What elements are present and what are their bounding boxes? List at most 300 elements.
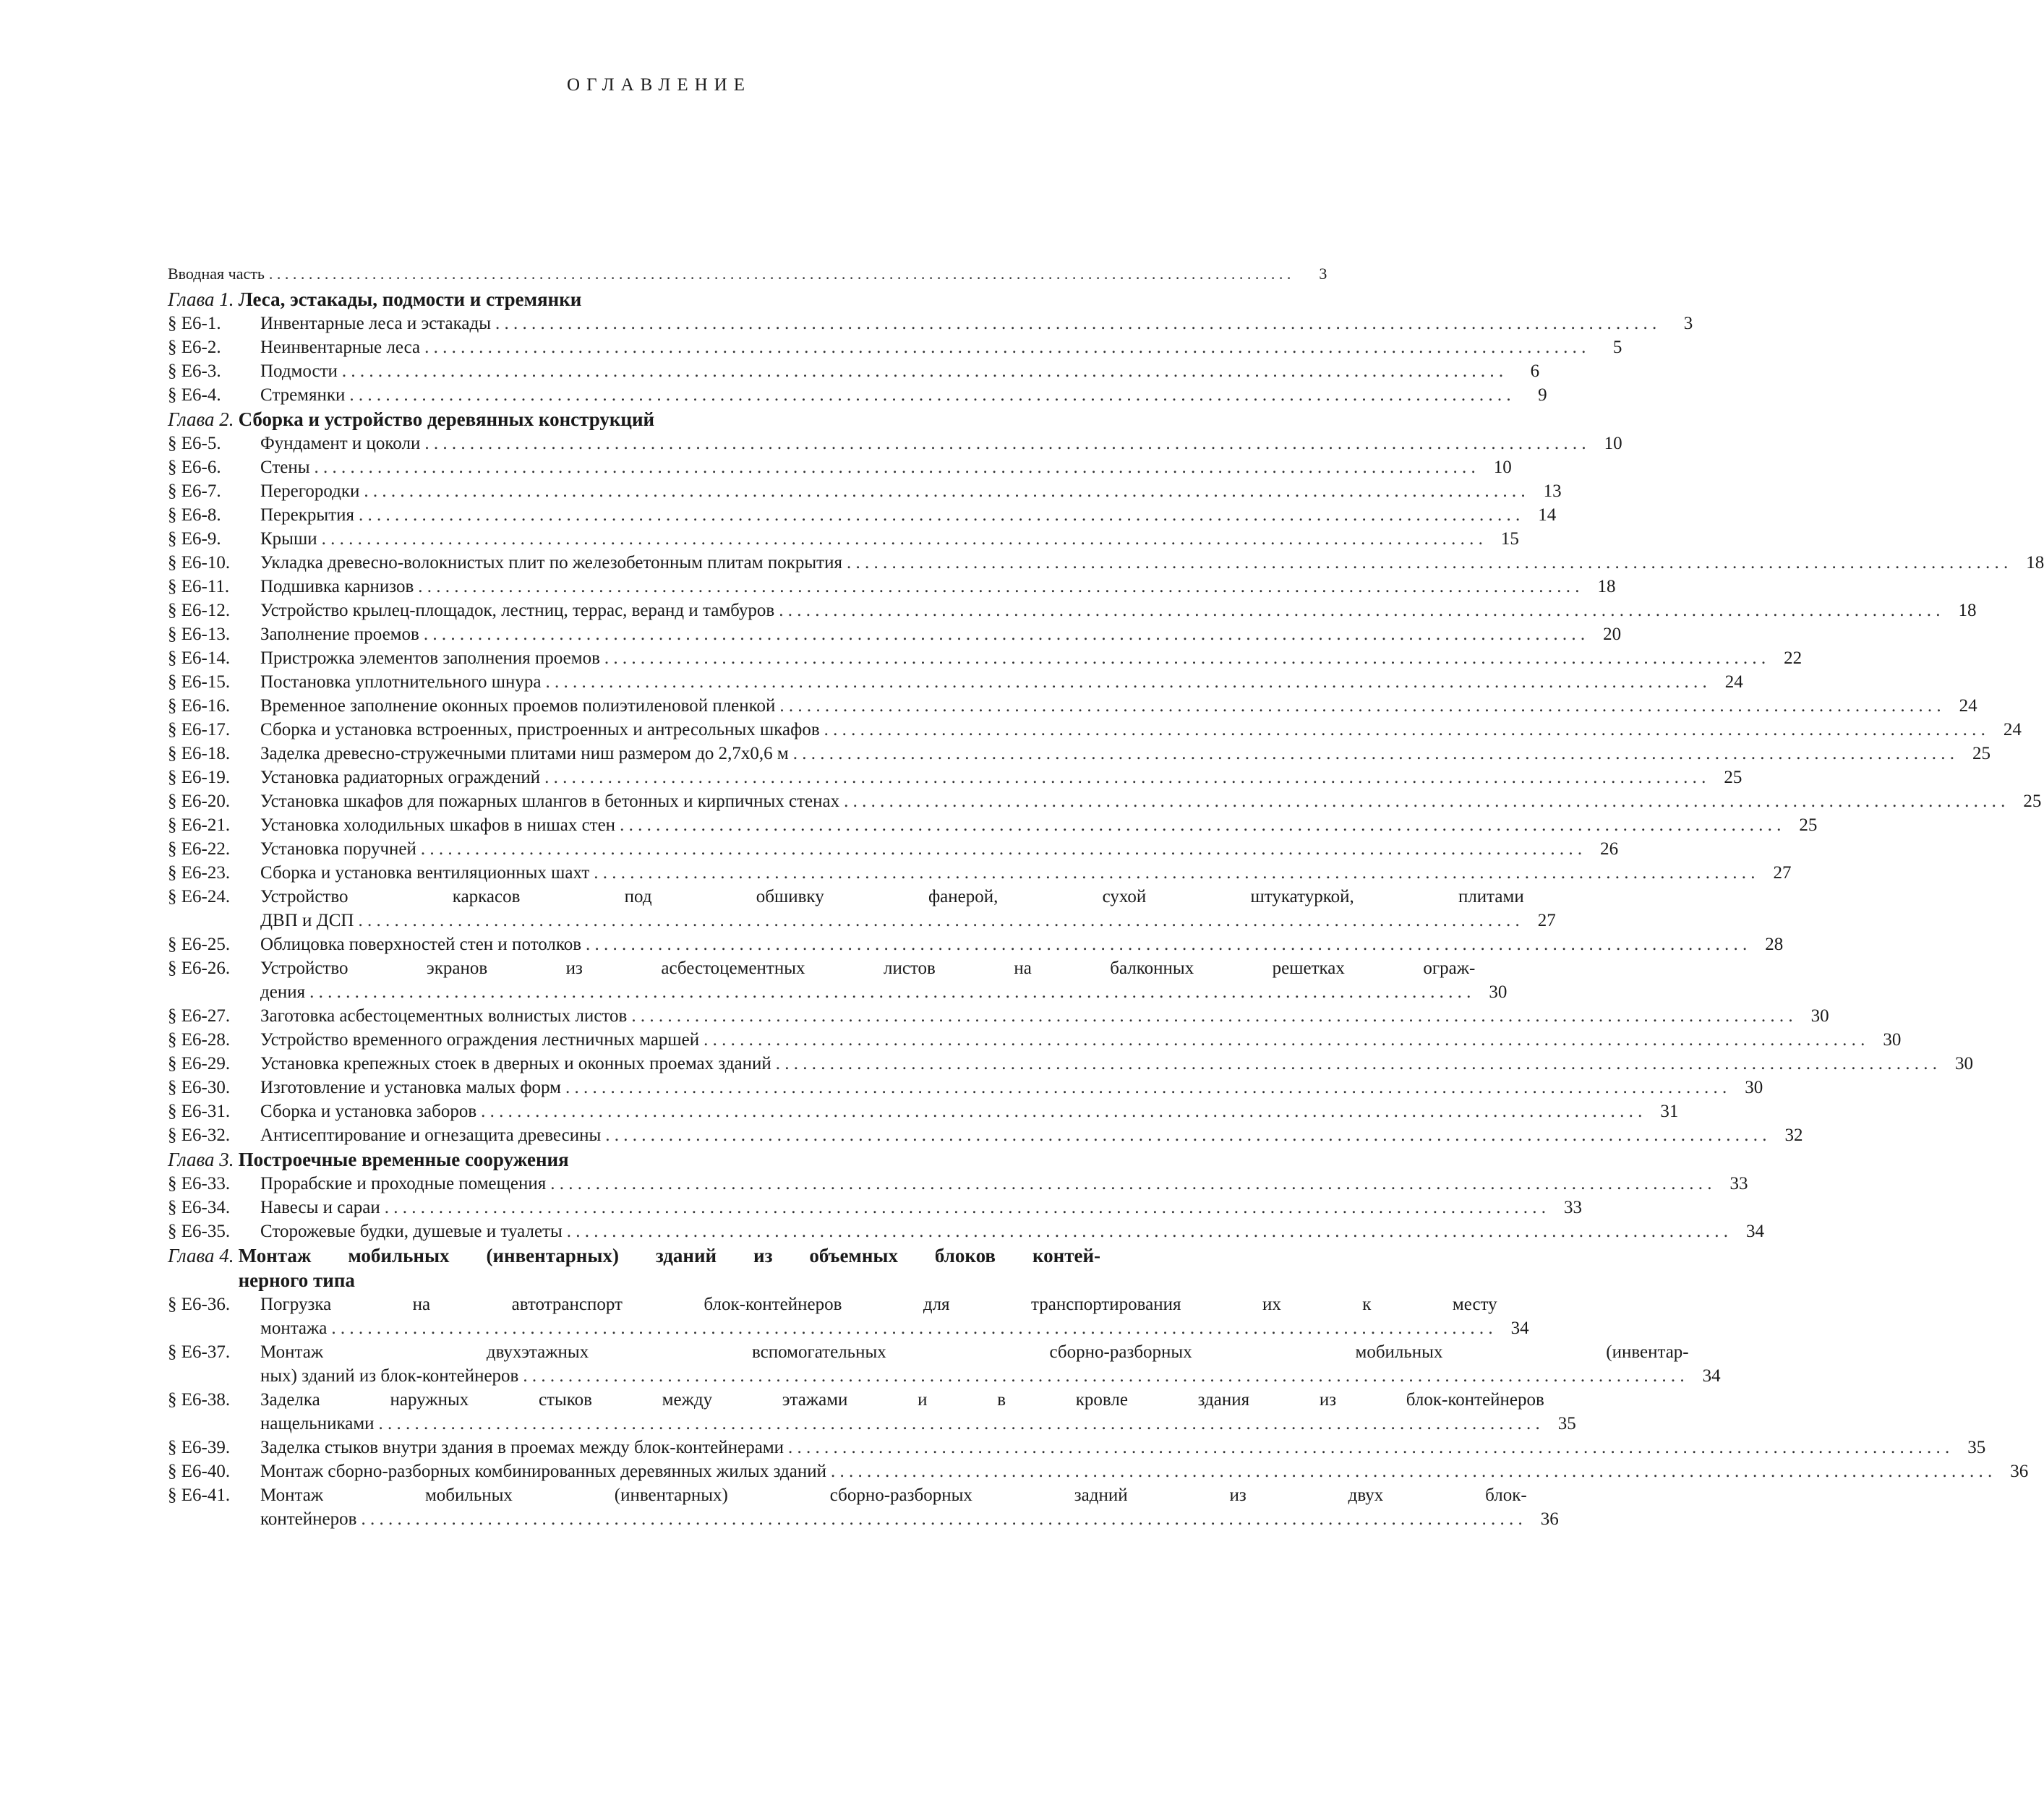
chapter-heading	[168, 287, 1100, 312]
toc-entry-line	[260, 837, 1618, 861]
page-number: 25	[1799, 815, 1818, 835]
chapter-title-line: Леса, эстакады, подмости и стремянки	[238, 288, 582, 310]
toc-entry-text: Изготовление и установка малых форм	[260, 1078, 561, 1097]
toc-entry	[168, 527, 1519, 551]
toc-entry-body	[260, 527, 1519, 551]
dot-leader	[620, 813, 1781, 837]
toc-entry-line	[260, 1388, 1576, 1412]
dot-leader	[604, 646, 1766, 670]
toc-entry	[168, 837, 1619, 861]
toc-entry-body	[260, 432, 1622, 455]
page-number: 34	[1702, 1366, 1721, 1386]
toc-entry-line	[260, 909, 1556, 932]
toc-entry	[168, 885, 1556, 932]
toc-entry-continuation: ных) зданий из блок-контейнеров	[260, 1366, 519, 1386]
toc-entry	[168, 312, 1693, 335]
toc-entry-text: Крыши	[260, 529, 317, 549]
dot-leader	[418, 575, 1579, 599]
toc-entry-text: Устройство каркасов под обшивку фанерой, сухой штукатуркой, плитами	[260, 887, 1524, 906]
section-code: § Е6-34.	[168, 1198, 231, 1217]
toc-entry-line	[260, 1219, 1764, 1243]
section-code: § Е6-17.	[168, 720, 231, 739]
section-code: § Е6-38.	[168, 1390, 231, 1410]
toc-entry-text: Сборка и установка встроенных, пристроенных и антресольных шкафов	[260, 720, 820, 739]
toc-entry	[168, 1052, 1973, 1076]
toc-entry	[168, 742, 1990, 766]
toc-entry-text: Неинвентарные леса	[260, 338, 421, 357]
dot-leader	[424, 622, 1585, 646]
dot-leader	[424, 335, 1586, 359]
page-number: 34	[1746, 1222, 1765, 1241]
toc-entry-text: Временное заполнение оконных проемов полиэтиленовой пленкой	[260, 696, 776, 716]
dot-leader	[349, 383, 1510, 407]
section-code: § Е6-14.	[168, 648, 231, 668]
dot-leader	[331, 1316, 1492, 1340]
toc-entry-line	[260, 1196, 1582, 1219]
toc-entry-continuation: монтажа	[260, 1319, 328, 1338]
page-number: 30	[1745, 1078, 1763, 1097]
toc-entry-line	[260, 1292, 1529, 1316]
toc-entry	[168, 551, 2044, 575]
toc-entry-body	[260, 956, 1507, 1004]
toc-entry-body	[260, 503, 1556, 527]
page-number: 14	[1538, 505, 1557, 525]
page-number: 24	[2003, 720, 2022, 739]
toc-entry-text: Прорабские и проходные помещения	[260, 1174, 547, 1193]
chapter-label: Глава 4.	[168, 1245, 234, 1266]
section-code: § Е6-21.	[168, 815, 231, 835]
chapter-title	[239, 407, 655, 432]
toc-entry	[168, 813, 1818, 837]
toc-entry-text: Пристрожка элементов заполнения проемов	[260, 648, 600, 668]
toc-entry-text: Заготовка асбестоцементных волнистых листов	[260, 1006, 628, 1026]
toc-entry-body	[260, 1004, 1829, 1028]
toc-entry-body	[260, 1340, 1721, 1388]
chapter-label: Глава 1.	[168, 288, 234, 310]
dot-leader	[586, 932, 1747, 956]
page-number: 30	[1955, 1054, 1973, 1073]
section-code: § Е6-6.	[168, 458, 221, 477]
dot-leader	[358, 909, 1519, 932]
toc-entry-line	[260, 1316, 1529, 1340]
page-number: 25	[2023, 792, 2042, 811]
toc-entry-line	[260, 1028, 1901, 1052]
toc-entry-text: Сборка и установка заборов	[260, 1102, 477, 1121]
toc-entry-line	[260, 1483, 1559, 1507]
dot-leader	[322, 527, 1483, 551]
section-code: § Е6-7.	[168, 481, 221, 501]
toc-entry-body	[260, 742, 1990, 766]
page-number: 35	[1557, 1414, 1576, 1433]
toc-entry-text: Антисептирование и огнезащита древесины	[260, 1126, 602, 1145]
toc-entry-text: Перегородки	[260, 481, 360, 501]
page-number: 24	[1959, 696, 1977, 716]
page-number: 33	[1729, 1174, 1748, 1193]
toc-entry-body	[260, 1123, 1803, 1147]
toc-entry	[168, 1388, 1576, 1436]
toc-entry-body	[260, 1292, 1529, 1340]
toc-entry-line	[260, 1507, 1559, 1531]
toc-entry-line	[260, 551, 2044, 575]
dot-leader	[424, 432, 1586, 455]
section-code: § Е6-10.	[168, 553, 231, 573]
section-code: § Е6-41.	[168, 1485, 231, 1505]
page-number: 36	[1540, 1509, 1559, 1529]
section-code: § Е6-13.	[168, 625, 231, 644]
toc-entry-line	[260, 1099, 1678, 1123]
toc-entry	[168, 1459, 2029, 1483]
toc-entry-text: Заделка наружных стыков между этажами и в кровле здания из блок-контейнеров	[260, 1390, 1544, 1410]
toc-entry-body	[260, 575, 1616, 599]
section-code: § Е6-19.	[168, 768, 231, 787]
toc-entry-body	[260, 885, 1556, 932]
page-number: 34	[1510, 1319, 1529, 1338]
toc-entry-line	[260, 1340, 1721, 1364]
toc-entry-body	[260, 670, 1743, 694]
section-code: § Е6-5.	[168, 434, 221, 453]
toc-entry-text: Устройство экранов из асбестоцементных листов на балконных решетках ограж-	[260, 959, 1476, 978]
page-number: 30	[1810, 1006, 1829, 1026]
toc-entry-body	[260, 789, 2041, 813]
page-number: 10	[1493, 458, 1512, 477]
section-code: § Е6-23.	[168, 863, 231, 883]
toc-entry-line	[260, 455, 1512, 479]
section-code: § Е6-12.	[168, 601, 231, 620]
toc-entry-text: Перекрытия	[260, 505, 354, 525]
toc-entry-body	[260, 335, 1622, 359]
toc-entry	[168, 1219, 1765, 1243]
toc-entry-body	[260, 694, 1977, 718]
toc-entry	[168, 335, 1622, 359]
toc-entry	[168, 766, 1742, 789]
toc-entry-line	[260, 312, 1693, 335]
toc-entry-line	[260, 694, 1977, 718]
toc-entry-text: Заполнение проемов	[260, 625, 419, 644]
toc-intro-page: 3	[1319, 265, 1327, 283]
toc-entry-line	[260, 432, 1622, 455]
page-number: 31	[1660, 1102, 1679, 1121]
toc-entry-text: Устройство крылец-площадок, лестниц, террас, веранд и тамбуров	[260, 601, 775, 620]
toc-entry-line	[260, 1172, 1748, 1196]
toc-entry-body	[260, 718, 2022, 742]
toc-entry	[168, 956, 1508, 1004]
toc-entry	[168, 383, 1547, 407]
dot-leader	[844, 789, 2005, 813]
toc-entry-body	[260, 551, 2044, 575]
page-number: 27	[1537, 911, 1556, 930]
section-code: § Е6-36.	[168, 1295, 231, 1314]
toc-entry-line	[260, 766, 1742, 789]
toc-entry-body	[260, 837, 1618, 861]
toc-intro-row	[168, 262, 1327, 286]
toc-intro-label: Вводная часть	[168, 265, 265, 283]
section-code: § Е6-39.	[168, 1438, 231, 1457]
chapter-title	[239, 1147, 569, 1172]
dot-leader	[847, 551, 2008, 575]
section-code: § Е6-31.	[168, 1102, 231, 1121]
toc-entry-text: Установка холодильных шкафов в нишах стен	[260, 815, 616, 835]
section-code: § Е6-11.	[168, 577, 230, 596]
dot-leader	[550, 1172, 1711, 1196]
dot-leader	[495, 312, 1656, 335]
toc-entry	[168, 1483, 1559, 1531]
section-code: § Е6-35.	[168, 1222, 231, 1241]
page-number: 24	[1724, 672, 1743, 692]
section-code: § Е6-25.	[168, 935, 231, 954]
toc-entry-line	[260, 1364, 1721, 1388]
toc-entry-text: Заделка древесно-стружечными плитами ниш размером до 2,7х0,6 м	[260, 744, 789, 763]
toc-entry-body	[260, 1052, 1973, 1076]
page-number: 22	[1784, 648, 1803, 668]
section-code: § Е6-32.	[168, 1126, 231, 1145]
toc-entry	[168, 622, 1622, 646]
toc-entry	[168, 1099, 1679, 1123]
page-number: 3	[1683, 314, 1693, 333]
toc-entry-line	[260, 1436, 1985, 1459]
toc-entry-line	[260, 718, 2022, 742]
page-number: 15	[1500, 529, 1519, 549]
toc-entry	[168, 1196, 1583, 1219]
chapter-label: Глава 3.	[168, 1149, 234, 1170]
toc-entry-text: Установка радиаторных ограждений	[260, 768, 541, 787]
toc-entry-body	[260, 1459, 2028, 1483]
section-code: § Е6-22.	[168, 839, 231, 859]
page-number: 25	[1972, 744, 1990, 763]
toc-entry-text: Стремянки	[260, 385, 346, 405]
toc-entry-text: Монтаж двухэтажных вспомогательных сборно-разборных мобильных (инвентар-	[260, 1342, 1689, 1362]
toc-entry	[168, 455, 1512, 479]
toc-entry-line	[260, 789, 2041, 813]
section-code: § Е6-20.	[168, 792, 231, 811]
page-number: 20	[1603, 625, 1622, 644]
page-number: 10	[1604, 434, 1622, 453]
toc-entry	[168, 479, 1562, 503]
dot-leader	[364, 479, 1525, 503]
toc-entry-text: Установка шкафов для пожарных шлангов в бетонных и кирпичных стенах	[260, 792, 840, 811]
toc-entry-body	[260, 1028, 1901, 1052]
toc-entry-line	[260, 861, 1792, 885]
toc-entry	[168, 1028, 1902, 1052]
toc-entry-body	[260, 1172, 1748, 1196]
chapter-title	[239, 1243, 1100, 1292]
toc-entry	[168, 575, 1616, 599]
chapter-heading	[168, 407, 1100, 432]
toc-entry	[168, 932, 1784, 956]
toc-entry-text: Стены	[260, 458, 310, 477]
toc-entry-line	[260, 956, 1507, 980]
page-number: 27	[1773, 863, 1792, 883]
toc-entry-line	[260, 527, 1519, 551]
section-code: § Е6-15.	[168, 672, 231, 692]
page-number: 18	[1958, 601, 1977, 620]
toc-entry-text: Подшивка карнизов	[260, 577, 414, 596]
toc-entry	[168, 694, 1977, 718]
toc-entry-line	[260, 742, 1990, 766]
toc-entry	[168, 718, 2022, 742]
section-code: § Е6-8.	[168, 505, 221, 525]
dot-leader	[421, 837, 1582, 861]
toc-entry-text: Подмости	[260, 361, 338, 381]
section-code: § Е6-28.	[168, 1030, 231, 1050]
toc-entry-line	[260, 932, 1783, 956]
toc-entry-text: Заделка стыков внутри здания в проемах между блок-контейнерами	[260, 1438, 784, 1457]
section-code: § Е6-9.	[168, 529, 221, 549]
toc-entry	[168, 670, 1743, 694]
toc-entry-body	[260, 1388, 1576, 1436]
page-number: 32	[1784, 1126, 1803, 1145]
dot-leader	[779, 599, 1940, 622]
toc-entry-body	[260, 312, 1693, 335]
toc-entry-body	[260, 1436, 1985, 1459]
toc-entry-body	[260, 455, 1512, 479]
chapter-title-line: Монтаж мобильных (инвентарных) зданий из объемных блоков контей-	[238, 1245, 1100, 1266]
toc-entry	[168, 432, 1622, 455]
toc-entry-body	[260, 1099, 1678, 1123]
dot-leader	[704, 1028, 1865, 1052]
toc-entry	[168, 1123, 1803, 1147]
toc-entry-text: Монтаж мобильных (инвентарных) сборно-разборных задний из двух блок-	[260, 1485, 1527, 1505]
section-code: § Е6-24.	[168, 887, 231, 906]
toc-entry-line	[260, 1052, 1973, 1076]
page-number: 5	[1612, 338, 1622, 357]
toc-entry-body	[260, 599, 1976, 622]
toc-entry-line	[260, 885, 1556, 909]
toc-entry-body	[260, 383, 1547, 407]
chapter-heading	[168, 1147, 1100, 1172]
toc-entry-text: Монтаж сборно-разборных комбинированных деревянных жилых зданий	[260, 1462, 826, 1481]
toc-entry-line	[260, 646, 1802, 670]
toc-entry	[168, 503, 1557, 527]
section-code: § Е6-16.	[168, 696, 231, 716]
toc-entry	[168, 359, 1540, 383]
toc-entry-line	[260, 335, 1622, 359]
toc-entry-line	[260, 670, 1743, 694]
section-code: § Е6-29.	[168, 1054, 231, 1073]
toc-entry-body	[260, 813, 1817, 837]
toc-entry-text: Инвентарные леса и эстакады	[260, 314, 492, 333]
toc-entry-line	[260, 1004, 1829, 1028]
toc-entry-body	[260, 766, 1742, 789]
toc-entry-continuation: контейнеров	[260, 1509, 357, 1529]
section-code: § Е6-3.	[168, 361, 221, 381]
toc-entry-line	[260, 479, 1562, 503]
dot-leader	[776, 1052, 1937, 1076]
section-code: § Е6-27.	[168, 1006, 231, 1026]
dot-leader	[567, 1219, 1728, 1243]
toc-entry-text: Установка поручней	[260, 839, 416, 859]
dot-leader	[831, 1459, 1992, 1483]
dot-leader	[605, 1123, 1766, 1147]
toc-entry-body	[260, 861, 1792, 885]
toc-entry-line	[260, 1459, 2028, 1483]
toc-entry-line	[260, 503, 1556, 527]
toc-entry-line	[260, 1123, 1803, 1147]
section-code: § Е6-26.	[168, 959, 231, 978]
toc-entry-body	[260, 359, 1539, 383]
toc-entry	[168, 1172, 1748, 1196]
chapter-title-continuation: нерного типа	[238, 1269, 355, 1291]
toc-entry-line	[260, 622, 1621, 646]
toc-entry-text: Сборка и установка вентиляционных шахт	[260, 863, 590, 883]
toc-entry-line	[260, 1412, 1576, 1436]
dot-leader	[385, 1196, 1546, 1219]
toc-entry-body	[260, 1196, 1582, 1219]
toc-entry	[168, 599, 1977, 622]
toc-entry-text: Устройство временного ограждения лестничных маршей	[260, 1030, 700, 1050]
toc-entry	[168, 646, 1803, 670]
toc-entry	[168, 1340, 1721, 1388]
chapter-title-line: Построечные временные сооружения	[238, 1149, 569, 1170]
section-code: § Е6-4.	[168, 385, 221, 405]
page-number: 26	[1600, 839, 1619, 859]
page-number: 30	[1489, 982, 1508, 1002]
toc-entry-line	[260, 575, 1616, 599]
toc-entry-continuation: ДВП и ДСП	[260, 911, 354, 930]
dot-leader	[359, 503, 1520, 527]
toc-entry-line	[260, 599, 1976, 622]
toc-entry-text: Погрузка на автотранспорт блок-контейнеров для транспортирования их к месту	[260, 1295, 1497, 1314]
dot-leader	[779, 694, 1941, 718]
toc-entry	[168, 861, 1792, 885]
section-code: § Е6-2.	[168, 338, 221, 357]
toc-entry-body	[260, 1219, 1764, 1243]
toc-entry-text: Фундамент и цоколи	[260, 434, 421, 453]
page-number: 35	[1967, 1438, 1986, 1457]
dot-leader	[793, 742, 1954, 766]
toc-entry-body	[260, 646, 1802, 670]
dot-leader	[309, 980, 1471, 1004]
dot-leader	[342, 359, 1503, 383]
toc-entry-text: Навесы и сараи	[260, 1198, 380, 1217]
toc-entry-line	[260, 383, 1547, 407]
dot-leader	[269, 262, 1291, 286]
page-title: ОГЛАВЛЕНИЕ	[567, 75, 751, 95]
table-of-contents	[168, 262, 2044, 1531]
dot-leader	[594, 861, 1755, 885]
page-number: 30	[1883, 1030, 1902, 1050]
dot-leader	[315, 455, 1476, 479]
toc-entry-text: Сторожевые будки, душевые и туалеты	[260, 1222, 563, 1241]
toc-entry-text: Постановка уплотнительного шнура	[260, 672, 542, 692]
chapter-title	[239, 287, 582, 312]
toc-entry-line	[260, 1076, 1763, 1099]
toc-entry-body	[260, 1483, 1559, 1531]
dot-leader	[481, 1099, 1642, 1123]
section-code: § Е6-37.	[168, 1342, 231, 1362]
dot-leader	[379, 1412, 1540, 1436]
page-number: 33	[1564, 1198, 1583, 1217]
dot-leader	[361, 1507, 1522, 1531]
toc-entry-body	[260, 479, 1562, 503]
dot-leader	[788, 1436, 1949, 1459]
toc-entry	[168, 1004, 1829, 1028]
toc-entry-line	[260, 980, 1507, 1004]
chapter-label: Глава 2.	[168, 408, 234, 430]
toc-entry	[168, 1076, 1763, 1099]
dot-leader	[546, 670, 1707, 694]
page-number: 28	[1765, 935, 1784, 954]
section-code: § Е6-18.	[168, 744, 231, 763]
toc-entry-body	[260, 1076, 1763, 1099]
toc-entry-line	[260, 359, 1539, 383]
chapter-heading	[168, 1243, 1100, 1292]
chapter-title-line: Сборка и устройство деревянных конструкций	[238, 408, 655, 430]
dot-leader	[565, 1076, 1727, 1099]
section-code: § Е6-40.	[168, 1462, 231, 1481]
toc-entry-body	[260, 932, 1783, 956]
toc-entry	[168, 1436, 1986, 1459]
section-code: § Е6-30.	[168, 1078, 231, 1097]
